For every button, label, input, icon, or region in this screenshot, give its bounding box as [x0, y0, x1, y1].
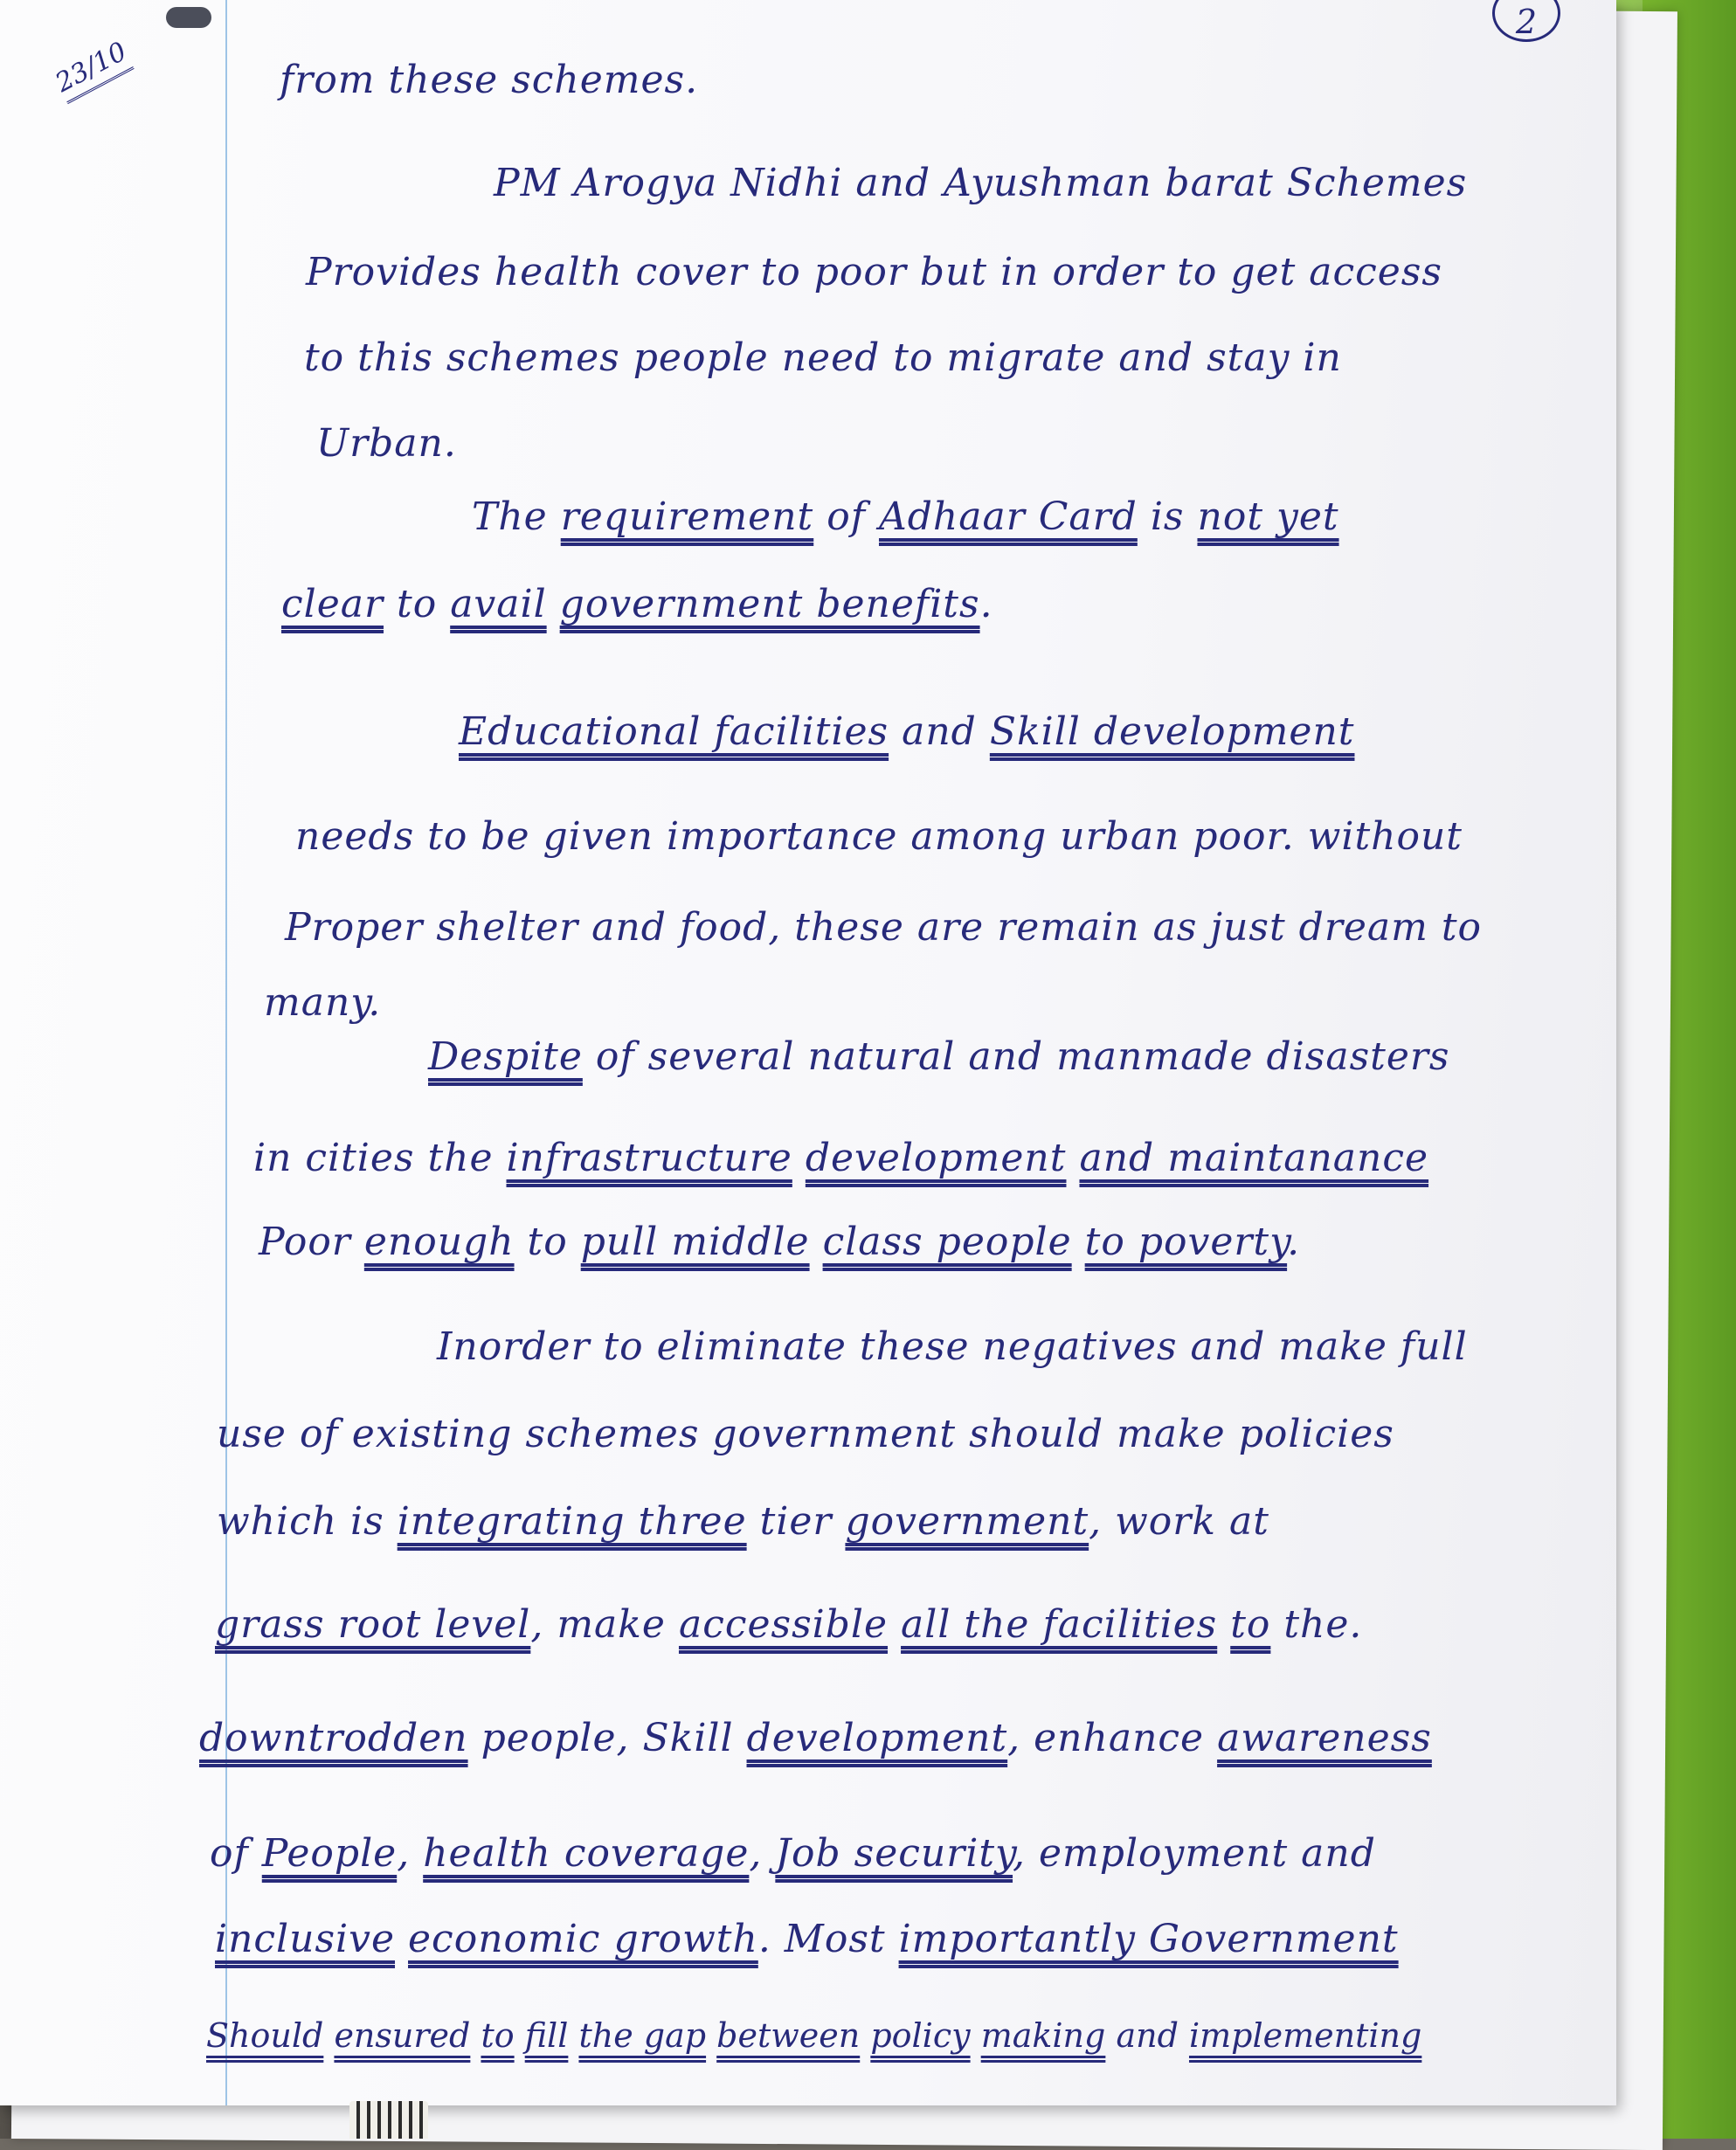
- underlined-phrase: to: [1230, 1602, 1271, 1647]
- underlined-phrase: all the facilities: [901, 1602, 1218, 1647]
- line-20: [210, 1828, 1376, 1880]
- page-number: 2: [1492, 0, 1560, 42]
- line-text: .: [979, 582, 993, 626]
- underlined-phrase: Job security: [775, 1831, 1013, 1876]
- line-text: needs to be given importance among urban poor. without: [295, 814, 1463, 859]
- underlined-phrase: grass root level: [215, 1602, 531, 1647]
- line-18: [215, 1599, 1362, 1651]
- line-text: [1217, 1602, 1230, 1647]
- line-text: ,: [397, 1831, 424, 1876]
- underlined-phrase: avail: [450, 582, 547, 626]
- line-text: ,: [749, 1831, 776, 1876]
- underlined-phrase: People: [261, 1831, 398, 1876]
- line-text: [395, 1917, 408, 1961]
- line-text: The: [472, 494, 561, 539]
- underlined-phrase: between: [716, 2016, 861, 2055]
- line-text: [860, 2016, 870, 2055]
- line-7: [281, 578, 993, 631]
- underlined-phrase: clear: [281, 582, 384, 626]
- underlined-phrase: downtrodden: [199, 1716, 468, 1760]
- underlined-phrase: the gap: [578, 2016, 707, 2055]
- line-4: [304, 332, 1342, 384]
- underlined-phrase: to poverty: [1084, 1220, 1288, 1264]
- line-text: Poor: [259, 1220, 364, 1264]
- underlined-phrase: Adhaar Card: [878, 494, 1138, 539]
- line-12: [428, 1031, 1450, 1083]
- line-text: , employment and: [1013, 1831, 1376, 1876]
- line-text: of: [813, 494, 879, 539]
- underlined-phrase: accessible: [678, 1602, 889, 1647]
- line-text: PM Arogya Nidhi and Ayushman barat Schemes: [494, 161, 1468, 205]
- line-9: [295, 811, 1463, 863]
- line-text: to: [514, 1220, 581, 1264]
- line-text: [971, 2016, 981, 2055]
- line-16: [217, 1408, 1394, 1461]
- underlined-phrase: ensured: [334, 2016, 471, 2055]
- line-text: Proper shelter and food, these are remain as just dream to: [285, 905, 1483, 950]
- line-text: many.: [264, 980, 382, 1025]
- line-10: [285, 902, 1482, 954]
- line-2: [494, 157, 1467, 210]
- line-3: [306, 246, 1442, 299]
- line-text: [323, 2016, 334, 2055]
- underlined-phrase: infrastructure: [506, 1136, 792, 1180]
- margin-line: [225, 0, 227, 2105]
- line-text: to: [384, 582, 451, 626]
- underlined-phrase: Despite: [428, 1034, 583, 1079]
- underlined-phrase: awareness: [1217, 1716, 1432, 1760]
- line-text: [547, 582, 560, 626]
- line-text: .: [1287, 1220, 1301, 1264]
- line-11: [264, 977, 381, 1029]
- underlined-phrase: Educational facilities: [459, 709, 889, 754]
- line-text: in cities the: [253, 1136, 507, 1180]
- line-text: [1072, 1220, 1085, 1264]
- line-text: [888, 1602, 901, 1647]
- line-text: [810, 1220, 823, 1264]
- underlined-phrase: inclusive: [215, 1917, 396, 1961]
- line-5: [316, 418, 457, 470]
- underlined-phrase: Skill development: [989, 709, 1355, 754]
- line-text: from these schemes.: [280, 58, 699, 102]
- line-text: , work at: [1089, 1499, 1269, 1544]
- line-text: [470, 2016, 481, 2055]
- underlined-phrase: health coverage: [423, 1831, 750, 1876]
- line-text: of: [210, 1831, 262, 1876]
- underlined-phrase: requirement: [560, 494, 814, 539]
- line-text: tier: [746, 1499, 846, 1544]
- line-text: [1066, 1136, 1079, 1180]
- underlined-phrase: development: [746, 1716, 1008, 1760]
- line-text: [792, 1136, 806, 1180]
- underlined-phrase: not yet: [1197, 494, 1339, 539]
- line-1: [280, 54, 698, 107]
- line-text: and: [889, 709, 990, 754]
- line-15: [437, 1321, 1468, 1373]
- underlined-phrase: government: [845, 1499, 1089, 1544]
- line-text: [568, 2016, 578, 2055]
- underlined-phrase: policy: [870, 2016, 971, 2055]
- line-text: and: [1105, 2016, 1189, 2055]
- line-17: [217, 1496, 1269, 1548]
- underlined-phrase: enough: [363, 1220, 515, 1264]
- line-21: [215, 1913, 1399, 1966]
- line-13: [253, 1132, 1428, 1185]
- underlined-phrase: class people: [822, 1220, 1072, 1264]
- line-8: [459, 706, 1354, 758]
- underlined-phrase: making: [980, 2016, 1106, 2055]
- underlined-phrase: importantly Government: [898, 1917, 1399, 1961]
- line-19: [199, 1712, 1432, 1765]
- line-text: . Most: [757, 1917, 899, 1961]
- underlined-phrase: implementing: [1188, 2016, 1422, 2055]
- underlined-phrase: pull middle: [580, 1220, 810, 1264]
- line-text: Urban.: [316, 421, 457, 466]
- underlined-phrase: economic growth: [408, 1917, 758, 1961]
- line-text: Inorder to eliminate these negatives and make full: [437, 1324, 1468, 1369]
- underlined-phrase: fill: [524, 2016, 569, 2055]
- line-text: use of existing schemes government should make policies: [217, 1412, 1394, 1456]
- underlined-phrase: integrating three: [397, 1499, 747, 1544]
- underlined-phrase: government benefits: [559, 582, 980, 626]
- pen-icon: [349, 2101, 428, 2139]
- line-text: [515, 2016, 525, 2055]
- binder-clip-icon: [166, 7, 211, 28]
- line-text: Provides health cover to poor but in order to get access: [306, 250, 1442, 294]
- line-text: to this schemes people need to migrate and stay in: [304, 335, 1342, 380]
- line-text: people, Skill: [467, 1716, 747, 1760]
- underlined-phrase: to: [481, 2016, 515, 2055]
- date-note: 23/10: [51, 36, 135, 104]
- line-text: of several natural and manmade disasters: [582, 1034, 1450, 1079]
- line-text: is: [1137, 494, 1198, 539]
- line-22: [206, 2009, 1421, 2062]
- line-text: , make: [530, 1602, 679, 1647]
- line-text: [706, 2016, 716, 2055]
- line-text: which is: [217, 1499, 398, 1544]
- line-text: the.: [1270, 1602, 1363, 1647]
- line-14: [259, 1216, 1300, 1269]
- line-text: , enhance: [1007, 1716, 1218, 1760]
- underlined-phrase: Should: [206, 2016, 324, 2055]
- underlined-phrase: development: [805, 1136, 1067, 1180]
- underlined-phrase: and maintanance: [1079, 1136, 1429, 1180]
- line-6: [472, 491, 1339, 543]
